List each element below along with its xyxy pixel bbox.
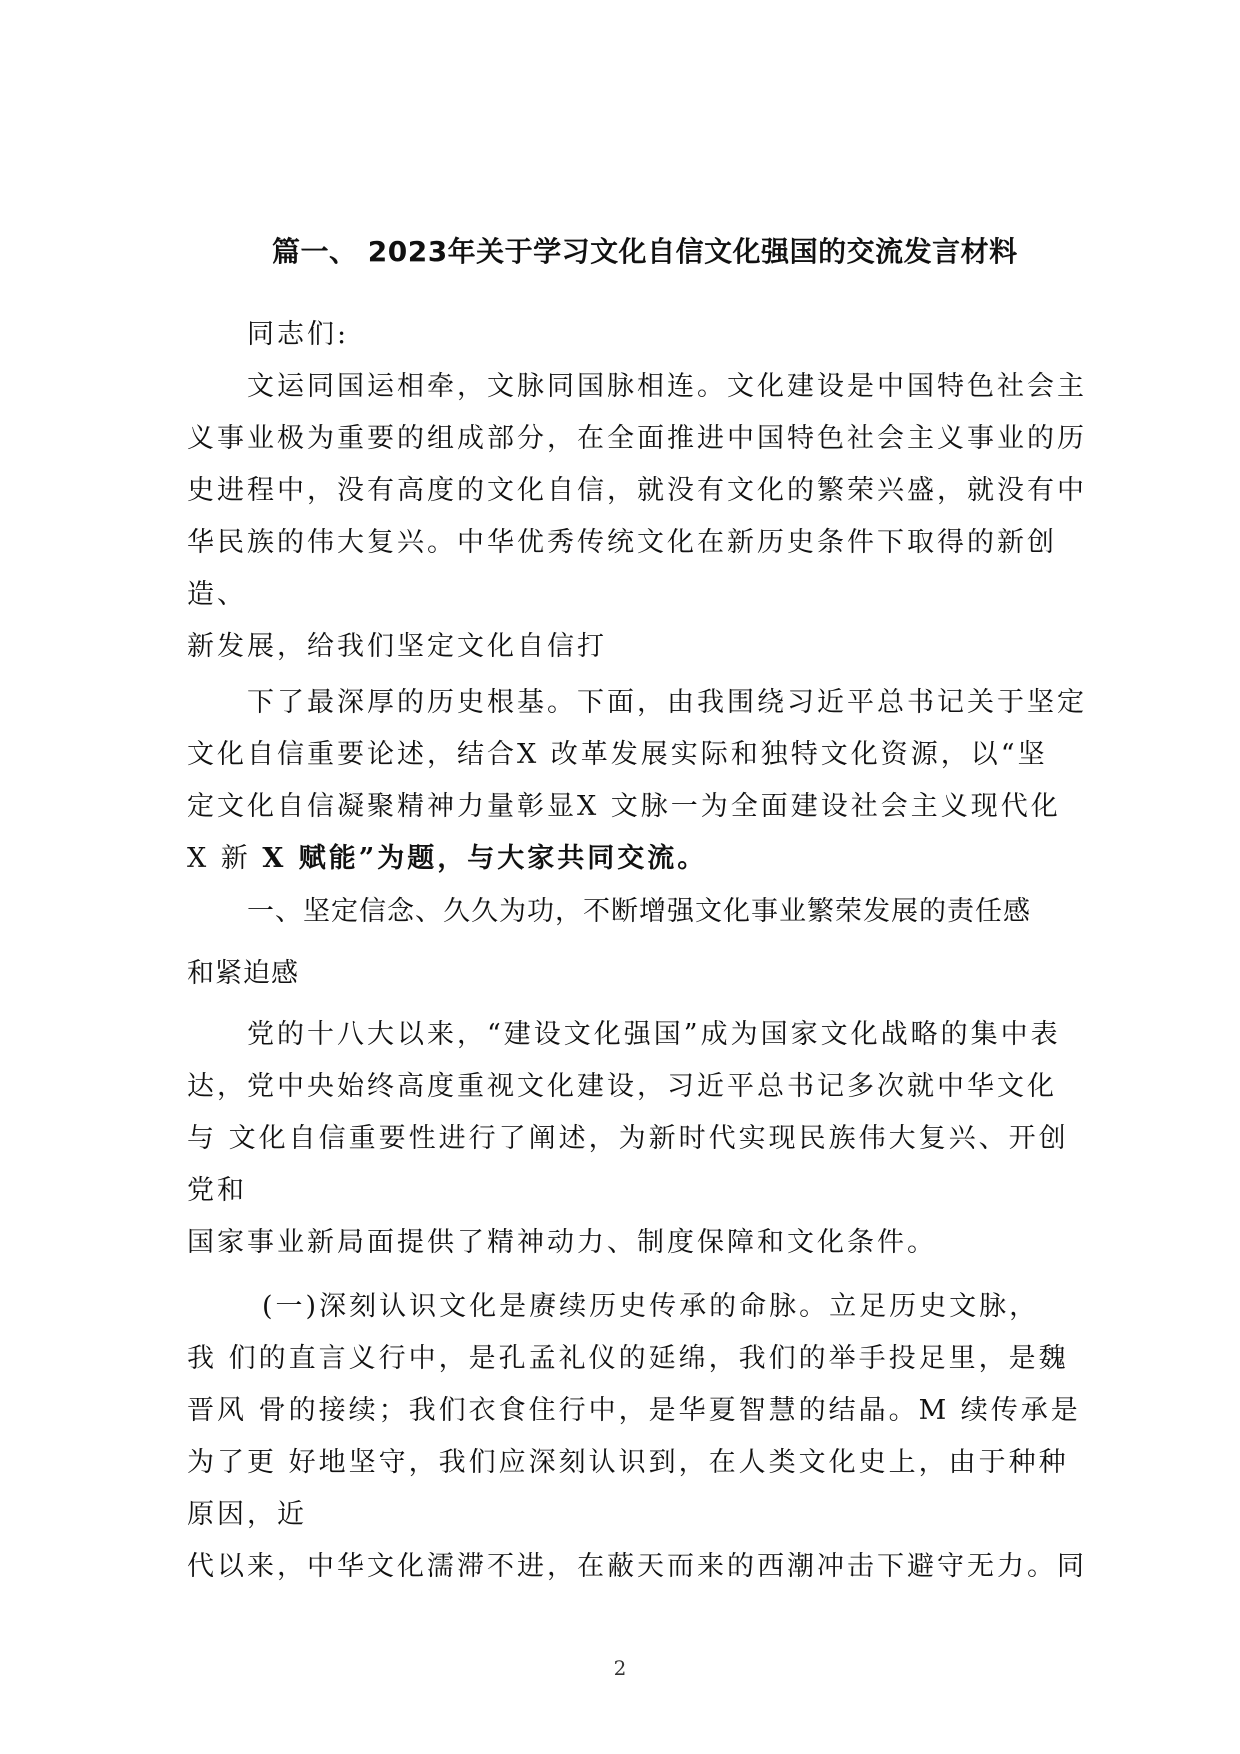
paragraph-line-part: X 新 (187, 843, 263, 874)
paragraph-line: 与 文化自信重要性进行了阐述，为新时代实现民族伟大复兴、开创 (187, 1123, 1069, 1154)
paragraph-line-bold: X 赋能”为题，与大家共同交流。 (262, 843, 708, 874)
paragraph-line: 为了更 好地坚守，我们应深刻认识到，在人类文化史上，由于种种 (187, 1447, 1069, 1478)
page-number: 2 (613, 1656, 627, 1680)
paragraph-line: 定文化自信凝聚精神力量彰显X 文脉一为全面建设社会主义现代化 (187, 791, 1061, 822)
paragraph-line: 原因，近 (187, 1499, 307, 1530)
paragraph-line: 文化自信重要论述，结合X 改革发展实际和独特文化资源，以“坚 (187, 739, 1048, 770)
paragraph-line: 晋风 骨的接续；我们衣食住行中，是华夏智慧的结晶。M 续传承是 (187, 1395, 1081, 1426)
section-heading: 一、坚定信念、久久为功，不断增强文化事业繁荣发展的责任感 (247, 896, 1031, 927)
paragraph-line: 义事业极为重要的组成部分，在全面推进中国特色社会主义事业的历 (187, 423, 1087, 454)
paragraph-line: 党的十八大以来，“建设文化强国”成为国家文化战略的集中表 (247, 1019, 1061, 1050)
paragraph-line (187, 842, 707, 876)
subsection-line: (一)深刻认识文化是赓续历史传承的命脉。立足历史文脉， (262, 1291, 1040, 1322)
section-heading: 和紧迫感 (187, 958, 299, 989)
paragraph-line: 下了最深厚的历史根基。下面，由我围绕习近平总书记关于坚定 (247, 687, 1087, 718)
paragraph-line: 达，党中央始终高度重视文化建设，习近平总书记多次就中华文化 (187, 1071, 1057, 1102)
paragraph-line: 造、 (187, 579, 247, 610)
paragraph-line: 我 们的直言义行中，是孔孟礼仪的延绵，我们的举手投足里，是魏 (187, 1343, 1069, 1374)
paragraph-line: 党和 (187, 1175, 247, 1206)
document-title: 篇一、 2023年关于学习文化自信文化强国的交流发言材料 (272, 235, 1018, 268)
salutation: 同志们: (247, 319, 350, 350)
paragraph-line: 史进程中，没有高度的文化自信，就没有文化的繁荣兴盛，就没有中 (187, 475, 1087, 506)
paragraph-line: 国家事业新局面提供了精神动力、制度保障和文化条件。 (187, 1227, 937, 1258)
paragraph-line: 文运同国运相牵，文脉同国脉相连。文化建设是中国特色社会主 (247, 371, 1087, 402)
paragraph-line: 华民族的伟大复兴。中华优秀传统文化在新历史条件下取得的新创 (187, 527, 1057, 558)
paragraph-line: 新发展，给我们坚定文化自信打 (187, 631, 607, 662)
paragraph-line: 代以来，中华文化濡滞不进，在蔽天而来的西潮冲击下避守无力。同 (187, 1551, 1087, 1582)
